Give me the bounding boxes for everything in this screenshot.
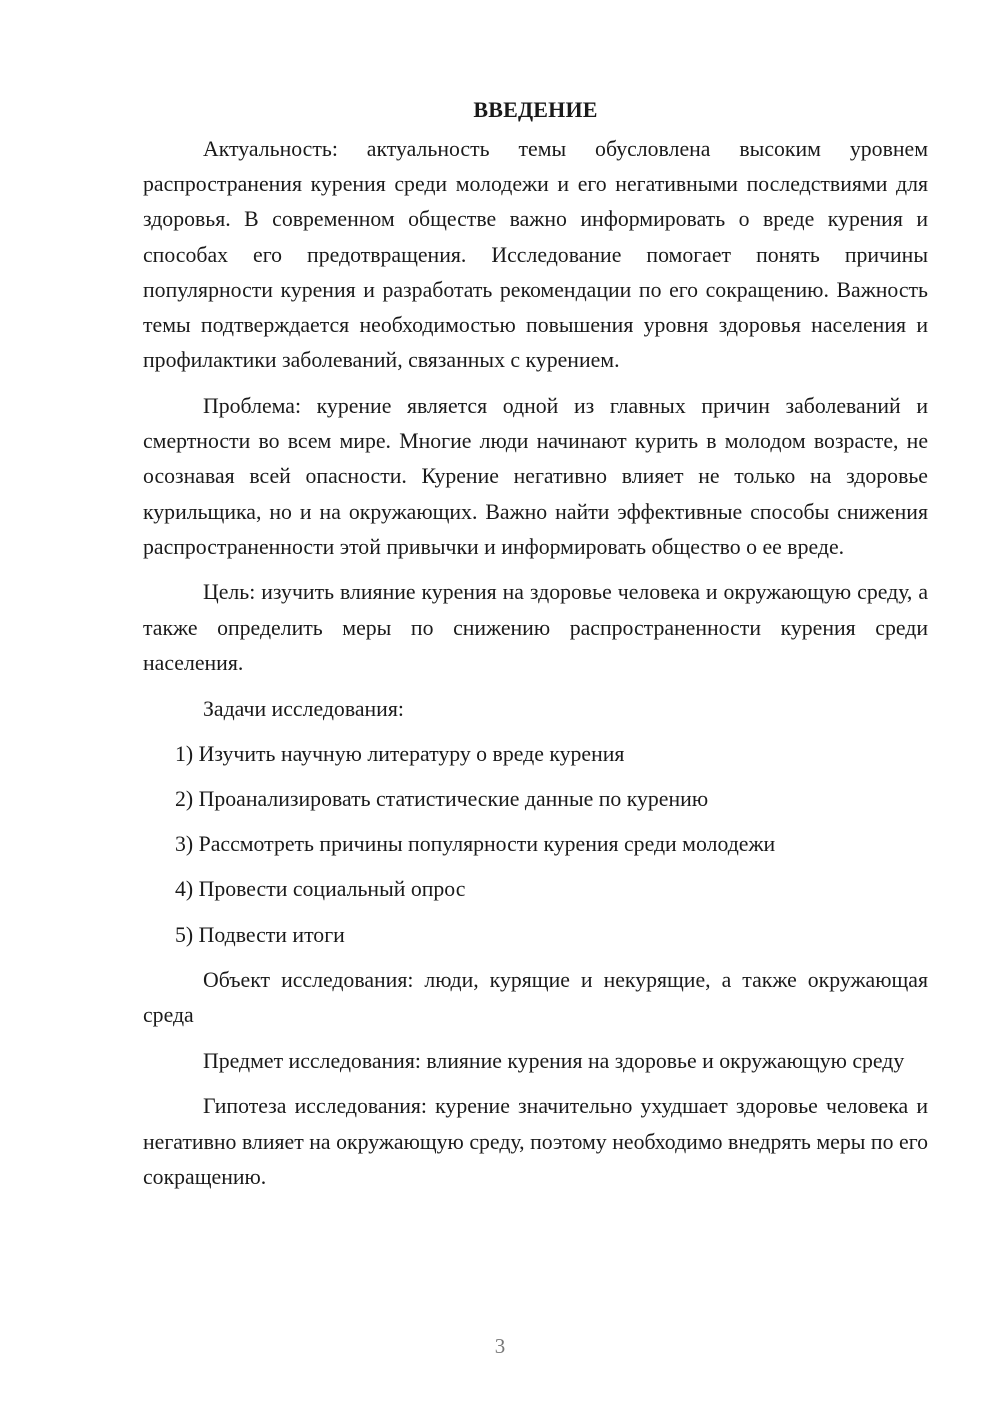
list-item: 3) Рассмотреть причины популярности курения среди молодежи — [175, 832, 776, 857]
tasks-list — [143, 737, 928, 953]
paragraph-relevance: Актуальность: актуальность темы обусловлена высоким уровнем распространения курения среди молодежи и его негативными последствиями для здоровья. В современном обществе важно информировать о вреде курения и способах его предотвращения. Исследование помогает понять причины популярности курения и разработать рекомендации по его сокращению. Важность темы подтверждается необходимостью повышения уровня здоровья населения и профилактики заболеваний, связанных с курением. — [143, 137, 928, 373]
list-item: 2) Проанализировать статистические данные по курению — [175, 786, 709, 811]
paragraph-subject: Предмет исследования: влияние курения на здоровье и окружающую среду — [203, 1048, 905, 1073]
paragraph-problem: Проблема: курение является одной из главных причин заболеваний и смертности во всем мире. Многие люди начинают курить в молодом возрасте, не осознавая всей опасности. Курение негативно влияет не только на здоровье курильщика, но и на окружающих. Важно найти эффективные способы снижения распространенности этой привычки и информировать общество о ее вреде. — [143, 393, 928, 559]
page-number: 3 — [494, 1334, 506, 1358]
page-title: ВВЕДЕНИЕ — [473, 97, 598, 122]
list-item: 1) Изучить научную литературу о вреде курения — [175, 741, 625, 766]
paragraph-hypothesis: Гипотеза исследования: курение значительно ухудшает здоровье человека и негативно влияет на окружающую среду, поэтому необходимо внедрять меры по его сокращению. — [143, 1094, 928, 1189]
list-item: 4) Провести социальный опрос — [175, 877, 466, 902]
list-item: 5) Подвести итоги — [175, 922, 345, 947]
paragraph-object: Объект исследования: люди, курящие и некурящие, а также окружающая среда — [143, 967, 928, 1027]
document-page — [143, 92, 928, 1205]
tasks-heading: Задачи исследования: — [203, 696, 404, 721]
paragraph-goal: Цель: изучить влияние курения на здоровье человека и окружающую среду, а также определить меры по снижению распространенности курения среди населения. — [143, 580, 928, 675]
